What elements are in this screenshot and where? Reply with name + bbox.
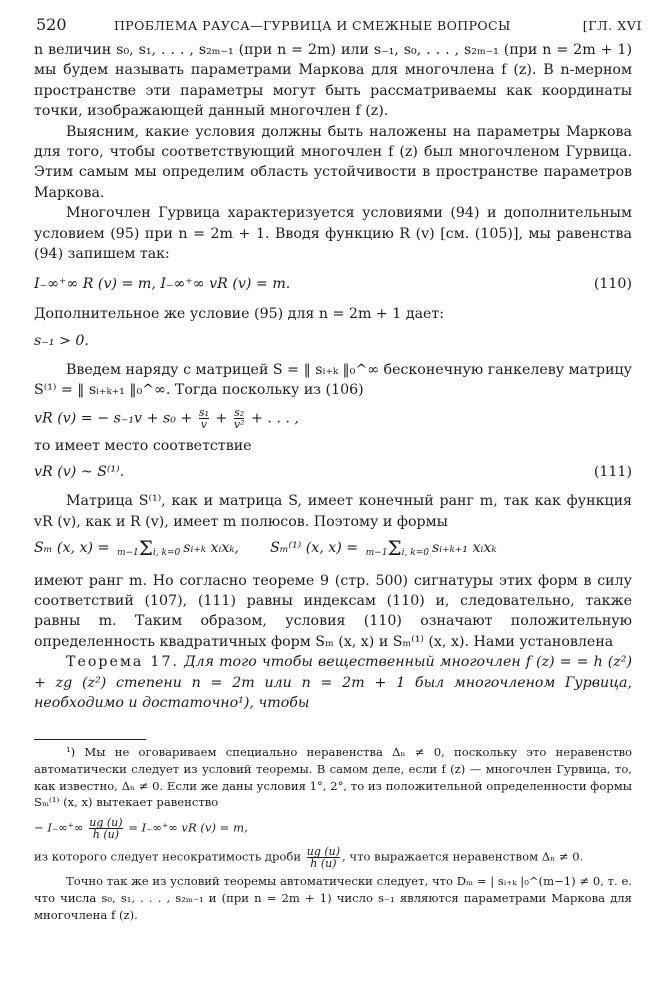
paragraph-hankel-matrix: Введем наряду с матрицей S = ‖ sᵢ₊ₖ ‖₀^∞ бесконечную ганкелеву матрицу S⁽¹⁾ = ‖ sᵢ₊ₖ₊₁ ‖₀^∞. Тогда поскольку из (106) <box>34 361 632 399</box>
paragraph-conditions: Выясним, какие условия должны быть наложены на параметры Маркова для того, чтобы соответствующий многочлен f (z) был многочленом Гурвица. Этим самым мы определим область устойчивости в пространстве параметров Маркова. <box>34 123 632 201</box>
equation-110-body: I₋∞⁺∞ R (v) = m, I₋∞⁺∞ vR (v) = m. <box>34 276 291 293</box>
fraction-irreducible <box>307 846 340 869</box>
chapter-label: [ГЛ. XVI <box>582 18 642 33</box>
footnote-divider <box>34 739 146 740</box>
fraction-denominator: h (u) <box>307 857 340 869</box>
running-title: ПРОБЛЕМА РАУСА—ГУРВИЦА И СМЕЖНЫЕ ВОПРОСЫ <box>114 18 511 33</box>
sum-lower-limit: i, k=0 <box>152 547 181 558</box>
sum-upper-limit: m−1 <box>365 547 388 558</box>
theorem-17 <box>34 652 632 713</box>
page-number: 520 <box>36 15 67 34</box>
equation-quadratic-forms <box>34 535 632 560</box>
sigma-symbol: Σ <box>387 535 402 560</box>
equation-111-body: vR (v) ~ S⁽¹⁾. <box>34 463 125 480</box>
fraction-denominator: v² <box>233 417 245 431</box>
equation-s-minus-1 <box>34 331 632 351</box>
fraction-denominator: v <box>200 417 207 431</box>
fraction-denominator: h (u) <box>89 828 122 840</box>
fraction-s1-over-v <box>199 407 209 430</box>
equation-111-number: (111) <box>593 463 632 480</box>
fraction-numerator: s₁ <box>198 405 209 419</box>
footnote-eq-rhs: = I₋∞⁺∞ vR (v) = m, <box>124 820 248 835</box>
paragraph-additional-condition: Дополнительное же условие (95) для n = 2m + 1 дает: <box>34 305 445 322</box>
sum-upper-limit: m−1 <box>116 547 139 558</box>
sigma-symbol: Σ <box>138 535 153 560</box>
expansion-plus: + <box>210 410 232 426</box>
fraction-ug-over-h <box>89 817 122 840</box>
theorem-label: Теорема 17. <box>66 654 179 671</box>
theorem-statement: Для того чтобы вещественный многочлен f (z) = = h (z²) + zg (z²) степени n = 2m или n = 2m + 1 был многочленом Гурвица, необходимо и достаточно¹), чтобы <box>34 654 633 711</box>
footnote-text-end: , что выражается неравенством Δₙ ≠ 0. <box>342 849 584 864</box>
footnote-text-start: из которого следует несократимость дроби <box>34 849 305 864</box>
form-sm1-term: sᵢ₊ₖ₊₁ xᵢxₖ <box>431 540 497 557</box>
equation-111 <box>34 462 632 482</box>
paragraph-signatures: имеют ранг m. Но согласно теореме 9 (стр. 500) сигнатуры этих форм в силу соответствий (107), (111) равны индексам (110) и, следовательно, также равны m. Таким образом, условия (110) означают положительную определенность квадратичных форм Sₘ (x, x) и Sₘ⁽¹⁾ (x, x). Нами установлена <box>34 572 632 650</box>
fraction-numerator: ug (u) <box>89 816 123 830</box>
sum-sign-1 <box>116 535 181 560</box>
equation-110 <box>34 274 632 294</box>
footnote-equation <box>34 817 632 840</box>
expansion-tail: + . . . , <box>246 410 299 426</box>
equation-106-expansion <box>34 407 632 430</box>
paragraph-hurwitz: Многочлен Гурвица характеризуется условиями (94) и дополнительным условием (95) при n = 2m + 1. Вводя функцию R (v) [см. (105)], мы равенства (94) запишем так: <box>34 205 632 263</box>
sum-lower-limit: i, k=0 <box>401 547 429 558</box>
running-header <box>36 14 642 36</box>
footnote-eq-lhs: − I₋∞⁺∞ <box>34 820 88 835</box>
expansion-lhs: vR (v) = − s₋₁v + s₀ + <box>34 410 197 426</box>
footnote <box>34 744 632 924</box>
footnote-paragraph-3: Точно так же из условий теоремы автоматически следует, что Dₘ = | sᵢ₊ₖ |₀^(m−1) ≠ 0, т. е. что числа s₀, s₁, . . . , s₂ₘ₋₁ и (при n = 2m + 1) число s₋₁ являются параметрами Маркова для многочлена f (z). <box>34 874 632 922</box>
paragraph-correspondence: то имеет место соответствие <box>34 437 252 454</box>
form-sm-lhs: Sₘ (x, x) = <box>34 540 114 557</box>
fraction-numerator: ug (u) <box>306 845 341 859</box>
fraction-numerator: s₂ <box>234 405 245 419</box>
equation-110-number: (110) <box>593 276 632 293</box>
footnote-paragraph-2 <box>34 846 632 869</box>
sum-sign-2 <box>365 535 429 560</box>
form-sm-term: sᵢ₊ₖ xᵢxₖ, <box>183 540 240 557</box>
form-sm1-lhs: Sₘ⁽¹⁾ (x, x) = <box>270 540 363 557</box>
main-text <box>34 40 632 713</box>
fraction-s2-over-v2 <box>234 407 245 430</box>
paragraph-rank: Матрица S⁽¹⁾, как и матрица S, имеет конечный ранг m, так как функция vR (v), как и R (v), имеет m полюсов. Поэтому и формы <box>34 493 632 530</box>
paragraph-markov-parameters: n величин s₀, s₁, . . . , s₂ₘ₋₁ (при n = 2m) или s₋₁, s₀, . . . , s₂ₘ₋₁ (при n = 2m + 1) мы будем называть параметрами Маркова для многочлена f (z). В n-мерном пространстве эти параметры могут быть рассматриваемы как координаты точки, изображающей данный многочлен f (z). <box>34 42 632 120</box>
equation-s-minus-1-body: s₋₁ > 0. <box>34 333 89 350</box>
footnote-paragraph-1: ¹) Мы не оговариваем специально неравенства Δₙ ≠ 0, поскольку это неравенство автоматически следует из условий теоремы. В самом деле, если f (z) — многочлен Гурвица, то, как известно, Δₙ ≠ 0. Если же даны условия 1°, 2°, то из положительной определенности формы Sₘ⁽¹⁾ (x, x) вытекает равенство <box>34 745 632 810</box>
